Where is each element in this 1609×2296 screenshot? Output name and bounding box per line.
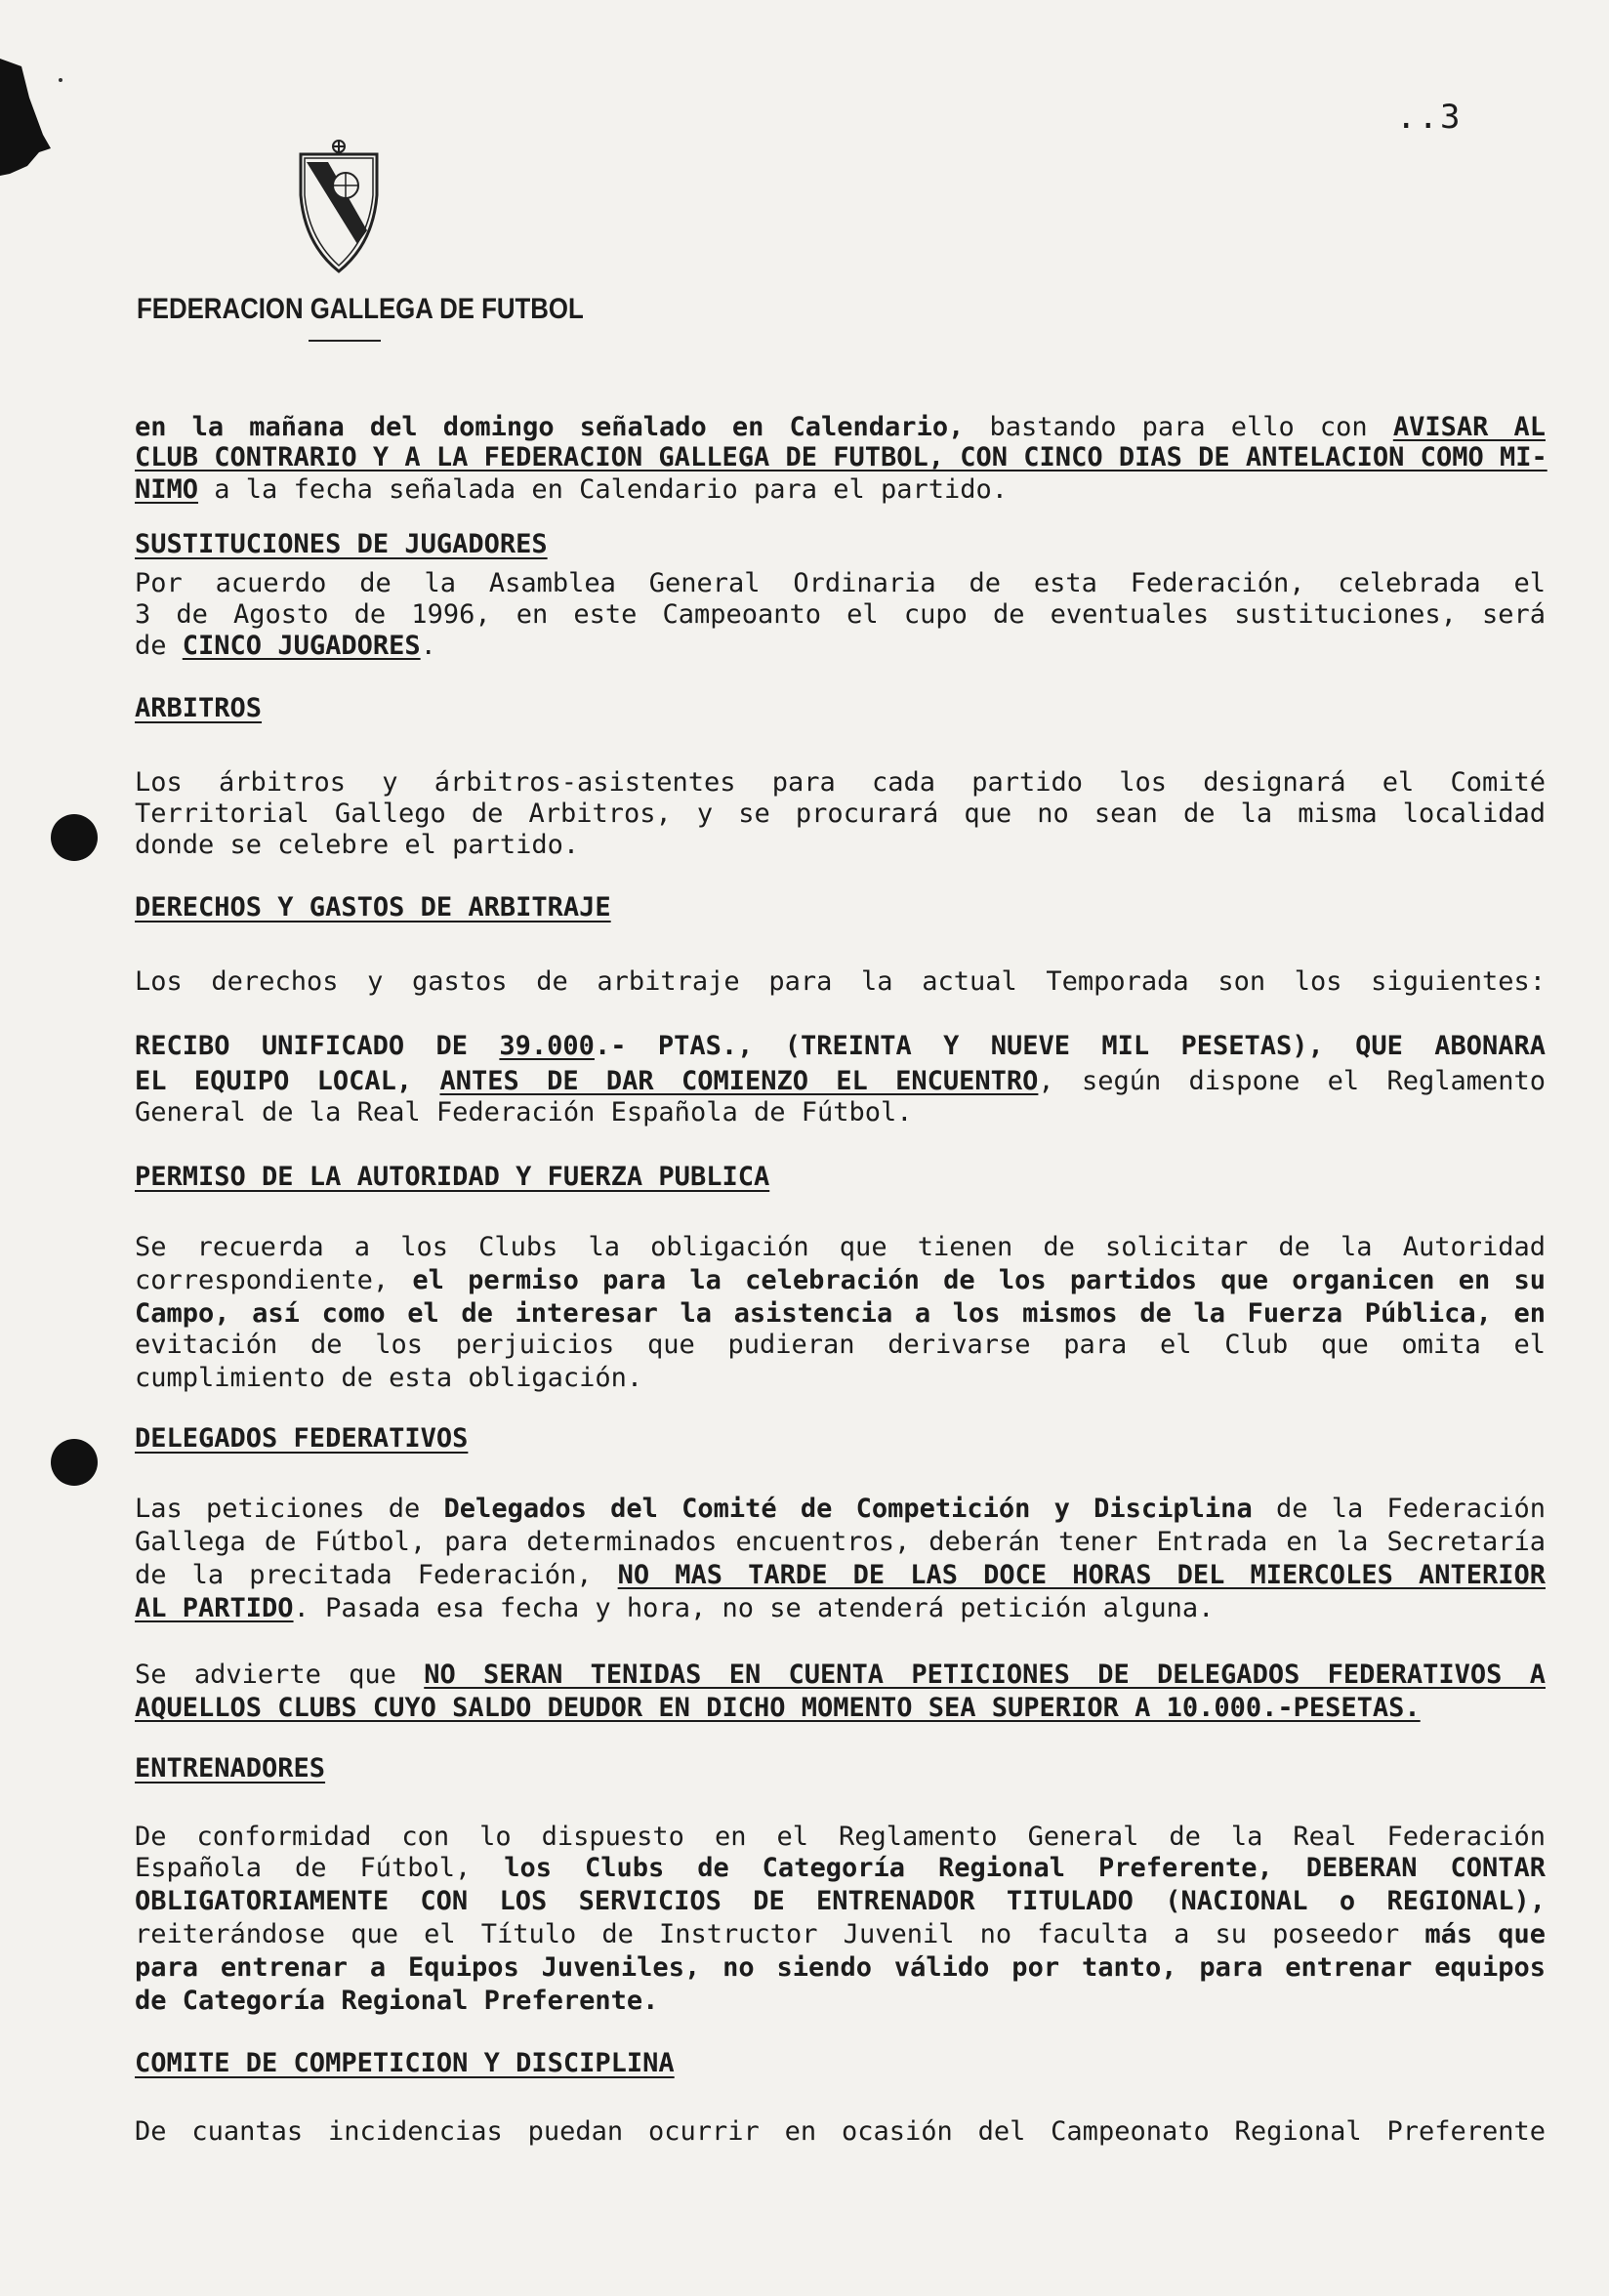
text-run: de	[135, 631, 183, 661]
text-emphasis: NIMO	[135, 474, 199, 505]
text-run: Española de Fútbol,	[135, 1853, 505, 1883]
section-heading-delegados: DELEGADOS FEDERATIVOS	[135, 1423, 469, 1454]
text-emphasis: 39.000	[499, 1031, 595, 1061]
section-heading-sustituciones: SUSTITUCIONES DE JUGADORES	[135, 529, 548, 559]
text-line	[135, 1066, 1546, 1096]
text-bold: RECIBO UNIFICADO DE	[135, 1031, 500, 1061]
text-emphasis: AL PARTIDO	[135, 1593, 294, 1623]
text-line	[135, 412, 1546, 442]
text-line: Territorial Gallego de Arbitros, y se procurará que no sean de la misma localidad	[135, 799, 1546, 829]
section-heading-arbitros: ARBITROS	[135, 693, 263, 723]
text-emphasis: NO SERAN TENIDAS EN CUENTA PETICIONES DE DELEGADOS FEDERATIVOS A	[424, 1660, 1546, 1690]
text-emphasis: AVISAR AL	[1392, 412, 1546, 442]
text-bold: EL EQUIPO LOCAL,	[135, 1066, 440, 1096]
text-run: de la Federación	[1252, 1494, 1546, 1524]
text-line	[135, 474, 1546, 505]
text-line: Campo, así como el de interesar la asistencia a los mismos de la Fuerza Pública, en	[135, 1298, 1546, 1329]
text-line	[135, 1560, 1546, 1590]
text-line: De conformidad con lo dispuesto en el Reglamento General de la Real Federación	[135, 1822, 1546, 1852]
text-line: Por acuerdo de la Asamblea General Ordinaria de esta Federación, celebrada el	[135, 568, 1546, 598]
section-heading-comite: COMITE DE COMPETICION Y DISCIPLINA	[135, 2048, 675, 2078]
text-line: Gallega de Fútbol, para determinados encuentros, deberán tener Entrada en la Secretaría	[135, 1527, 1546, 1557]
punch-hole	[51, 1439, 98, 1486]
text-line	[135, 1660, 1546, 1690]
text-line	[135, 1853, 1546, 1883]
text-line	[135, 1265, 1546, 1295]
text-run: Las peticiones de	[135, 1494, 444, 1524]
text-emphasis: NO MAS TARDE DE LAS DOCE HORAS DEL MIERCOLES ANTERIOR	[617, 1560, 1546, 1590]
text-run: correspondiente,	[135, 1265, 413, 1295]
text-line: CLUB CONTRARIO Y A LA FEDERACION GALLEGA DE FUTBOL, CON CINCO DIAS DE ANTELACION COMO MI-	[135, 442, 1547, 472]
text-line	[135, 1919, 1546, 1949]
ink-blot-mark	[0, 59, 68, 176]
text-line: 3 de Agosto de 1996, en este Campeoanto el cupo de eventuales sustituciones, será	[135, 599, 1546, 630]
text-run: , según dispone el Reglamento	[1038, 1066, 1546, 1096]
text-line: De cuantas incidencias puedan ocurrir en ocasión del Campeonato Regional Preferente	[135, 2116, 1546, 2147]
text-line: Los árbitros y árbitros-asistentes para cada partido los designará el Comité	[135, 767, 1546, 798]
text-run: . Pasada esa fecha y hora, no se atenderá petición alguna.	[293, 1593, 1215, 1623]
header-divider	[309, 340, 381, 342]
text-emphasis: CINCO JUGADORES	[182, 631, 421, 661]
text-bold: más que	[1424, 1919, 1546, 1949]
text-line	[135, 631, 1546, 661]
text-line: OBLIGATORIAMENTE CON LOS SERVICIOS DE ENTRENADOR TITULADO (NACIONAL o REGIONAL),	[135, 1886, 1546, 1916]
text-line	[135, 1031, 1546, 1061]
organization-name: FEDERACION GALLEGA DE FUTBOL	[137, 293, 584, 325]
text-line: AQUELLOS CLUBS CUYO SALDO DEUDOR EN DICHO MOMENTO SEA SUPERIOR A 10.000.-PESETAS.	[135, 1693, 1421, 1723]
section-heading-permiso: PERMISO DE LA AUTORIDAD Y FUERZA PUBLICA	[135, 1162, 770, 1192]
text-line: General de la Real Federación Española de Fútbol.	[135, 1097, 913, 1128]
federation-crest-logo	[295, 137, 383, 273]
text-run: de la precitada Federación,	[135, 1560, 618, 1590]
text-run: a la fecha señalada en Calendario para el partido.	[198, 474, 1009, 505]
text-bold: Delegados del Comité de Competición y Disciplina	[443, 1494, 1253, 1524]
text-bold: .- PTAS., (TREINTA Y NUEVE MIL PESETAS), QUE ABONARA	[594, 1031, 1547, 1061]
text-run: reiterándose que el Título de Instructor Juvenil no faculta a su poseedor	[135, 1919, 1425, 1949]
text-run: bastando para ello con	[964, 412, 1393, 442]
text-line: de Categoría Regional Preferente.	[135, 1986, 659, 2016]
text-line: evitación de los perjuicios que pudieran derivarse para el Club que omita el	[135, 1330, 1546, 1360]
text-emphasis: ANTES DE DAR COMIENZO EL ENCUENTRO	[439, 1066, 1039, 1096]
text-line	[135, 1494, 1546, 1524]
text-line: Los derechos y gastos de arbitraje para la actual Temporada son los siguientes:	[135, 966, 1546, 997]
text-line: para entrenar a Equipos Juveniles, no siendo válido por tanto, para entrenar equipos	[135, 1952, 1546, 1983]
text-bold: en la mañana del domingo señalado en Calendario,	[135, 412, 965, 442]
page-number: ..3	[1396, 98, 1463, 137]
section-heading-derechos: DERECHOS Y GASTOS DE ARBITRAJE	[135, 892, 611, 922]
text-bold: el permiso para la celebración de los partidos que organicen en su	[412, 1265, 1546, 1295]
text-line: Se recuerda a los Clubs la obligación que tienen de solicitar de la Autoridad	[135, 1232, 1546, 1262]
punch-hole	[51, 814, 98, 861]
text-bold: los Clubs de Categoría Regional Preferente, DEBERAN CONTAR	[504, 1853, 1547, 1883]
section-heading-entrenadores: ENTRENADORES	[135, 1753, 326, 1784]
text-line	[135, 1593, 1546, 1623]
text-run: Se advierte que	[135, 1660, 425, 1690]
text-line: cumplimiento de esta obligación.	[135, 1363, 643, 1393]
text-run: .	[420, 631, 436, 661]
text-line: donde se celebre el partido.	[135, 830, 580, 860]
